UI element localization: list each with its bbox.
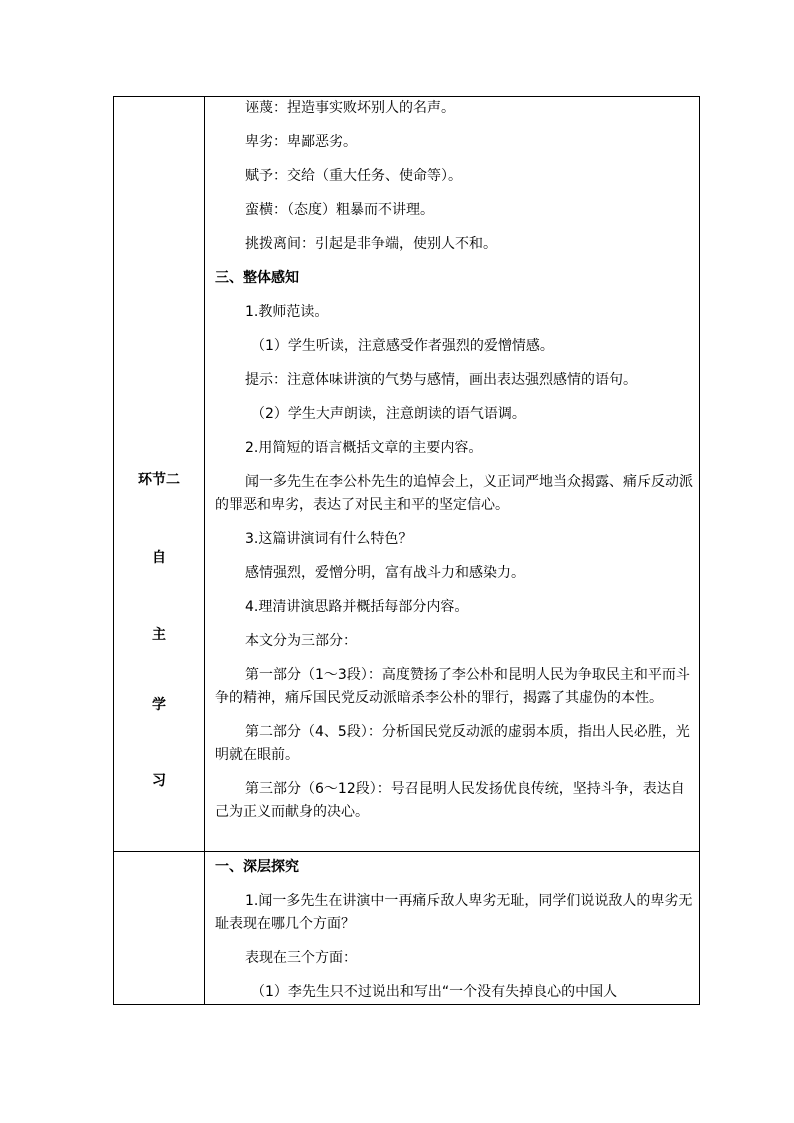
section-label-cell bbox=[114, 97, 205, 852]
text-line: 本文分为三部分： bbox=[245, 633, 357, 649]
text-paragraph: 第三部分（6～12段）：号召昆明人民发扬优良传统，坚持斗争，表达自己为正义而献身的决心。 bbox=[215, 781, 685, 820]
text-line: 赋予：交给（重大任务、使命等）。 bbox=[245, 168, 462, 184]
text-line: 感情强烈，爱憎分明，富有战斗力和感染力。 bbox=[245, 565, 525, 581]
text-line: 3.这篇讲演词有什么特色？ bbox=[245, 531, 413, 547]
content-cell bbox=[205, 97, 700, 852]
text-line: 卑劣：卑鄙恶劣。 bbox=[245, 134, 357, 150]
table-row bbox=[114, 852, 700, 1005]
text-line: （1）学生听读，注意感受作者强烈的爱憎情感。 bbox=[251, 338, 554, 354]
text-line: 4.理清讲演思路并概括每部分内容。 bbox=[245, 599, 469, 615]
text-line: 挑拨离间：引起是非争端，使别人不和。 bbox=[245, 236, 497, 252]
lesson-plan-table bbox=[113, 96, 700, 1005]
text-line: （2）学生大声朗读，注意朗读的语气语调。 bbox=[251, 406, 526, 422]
text-line: 诬蔑：捏造事实败坏别人的名声。 bbox=[245, 100, 455, 116]
text-paragraph: 闻一多先生在李公朴先生的追悼会上，义正词严地当众揭露、痛斥反动派的罪恶和卑劣，表达了对民主和平的坚定信心。 bbox=[215, 474, 693, 513]
section-heading: 一、深层探究 bbox=[215, 859, 299, 875]
section-char: 习 bbox=[152, 773, 166, 789]
text-paragraph: 第一部分（1～3段）：高度赞扬了李公朴和昆明人民为争取民主和平而斗争的精神，痛斥国民党反动派暗杀李公朴的罪行，揭露了其虚伪的本性。 bbox=[215, 667, 690, 706]
text-line: 提示：注意体味讲演的气势与感情，画出表达强烈感情的语句。 bbox=[245, 372, 637, 388]
table-row bbox=[114, 97, 700, 852]
text-line: 表现在三个方面： bbox=[245, 950, 357, 966]
section-char: 自 bbox=[152, 550, 166, 566]
text-paragraph: 第二部分（4、5段）：分析国民党反动派的虚弱本质，指出人民必胜，光明就在眼前。 bbox=[215, 724, 690, 763]
text-paragraph: 1.闻一多先生在讲演中一再痛斥敌人卑劣无耻，同学们说说敌人的卑劣无耻表现在哪几个方面？ bbox=[215, 893, 693, 932]
text-line: 1.教师范读。 bbox=[245, 304, 329, 320]
section-title: 环节二 bbox=[138, 472, 180, 488]
section-label-cell bbox=[114, 852, 205, 1005]
text-line: （1）李先生只不过说出和写出“一个没有失掉良心的中国人 bbox=[251, 984, 618, 1000]
section-char: 主 bbox=[152, 627, 166, 643]
content-cell bbox=[205, 852, 700, 1005]
text-line: 2.用简短的语言概括文章的主要内容。 bbox=[245, 440, 483, 456]
text-line: 蛮横：（态度）粗暴而不讲理。 bbox=[245, 202, 434, 218]
section-char: 学 bbox=[152, 697, 166, 713]
section-heading: 三、整体感知 bbox=[215, 270, 299, 286]
